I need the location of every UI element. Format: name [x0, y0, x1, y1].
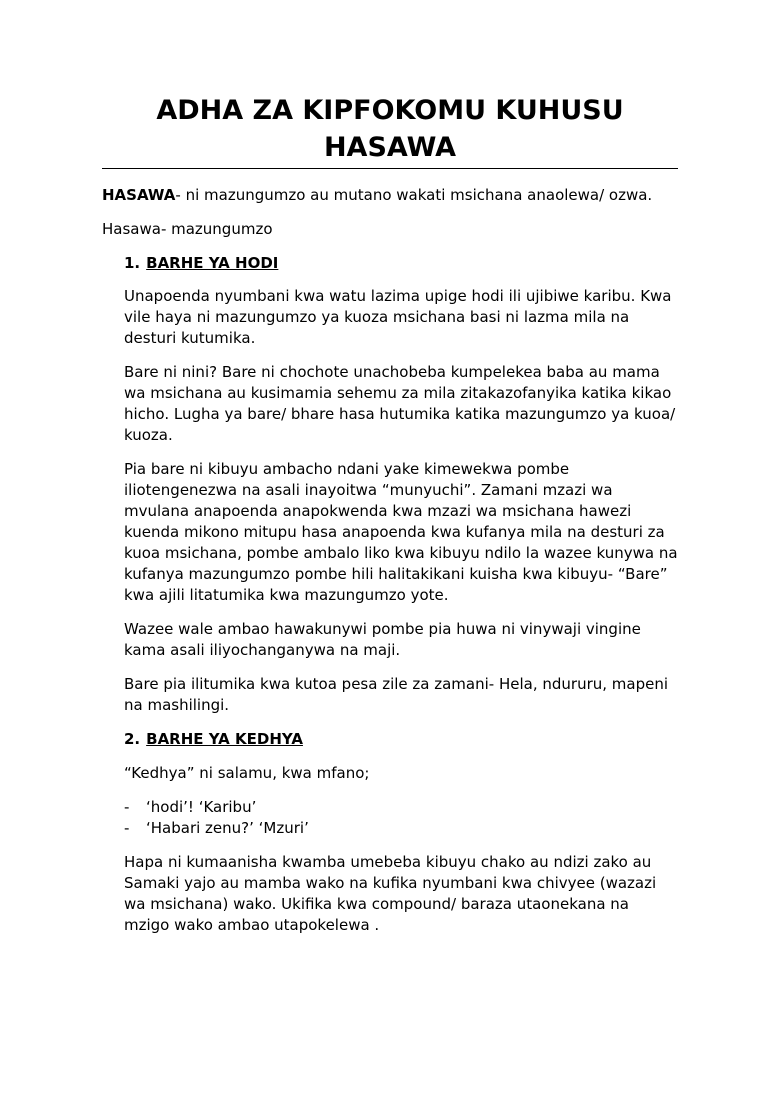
- section-2-heading: [124, 729, 678, 750]
- section-1-number: 1.: [124, 254, 141, 272]
- section-2-intro: “Kedhya” ni salamu, kwa mfano;: [124, 764, 370, 782]
- bullet-dash: -: [124, 819, 130, 837]
- document-page: [0, 92, 768, 1116]
- document-title: [102, 92, 678, 166]
- bullet-text: ‘hodi’! ‘Karibu’: [146, 798, 257, 816]
- section-1-title: BARHE YA HODI: [146, 254, 279, 272]
- section-1-paragraph-1: Unapoenda nyumbani kwa watu lazima upige hodi ili ujibiwe karibu. Kwa vile haya ni mazungumzo ya kuoza msichana basi ni lazma mila na desturi kutumika.: [124, 287, 672, 347]
- title-divider: [102, 168, 678, 169]
- bullet-text: ‘Habari zenu?’ ‘Mzuri’: [146, 819, 309, 837]
- section-2-paragraph: Hapa ni kumaanisha kwamba umebeba kibuyu chako au ndizi zako au Samaki yajo au mamba wako na kufika nyumbani kwa chivyee (wazazi wa msichana) wako. Ukifika kwa compound/ baraza utaonekana na mzigo wako ambao utapokelewa .: [124, 853, 657, 934]
- section-2-number: 2.: [124, 730, 141, 748]
- section-2-title: BARHE YA KEDHYA: [146, 730, 303, 748]
- title-line-2: HASAWA: [323, 132, 457, 163]
- bullet-dash: -: [124, 798, 130, 816]
- intro-definition: [102, 185, 678, 206]
- section-1-paragraph-5: Bare pia ilitumika kwa kutoa pesa zile za zamani- Hela, ndururu, mapeni na mashilingi.: [124, 675, 669, 714]
- intro-line-2: Hasawa- mazungumzo: [102, 220, 273, 238]
- list-item: [124, 818, 678, 839]
- section-1-paragraph-2: Bare ni nini? Bare ni chochote unachobeba kumpelekea baba au mama wa msichana au kusimamia sehemu za mila zitakazofanyika katika kikao hicho. Lugha ya bare/ bhare hasa hutumika katika mazungumzo ya kuoa/ kuoza.: [124, 363, 676, 444]
- title-line-1: ADHA ZA KIPFOKOMU KUHUSU: [156, 95, 624, 126]
- list-item: [124, 797, 678, 818]
- section-1-heading: [124, 253, 678, 274]
- section-1-paragraph-4: Wazee wale ambao hawakunywi pombe pia huwa ni vinywaji vingine kama asali iliyochanganywa na maji.: [124, 620, 641, 659]
- intro-term: HASAWA: [102, 186, 176, 204]
- section-2-bullet-list: [124, 797, 678, 839]
- section-1-paragraph-3: Pia bare ni kibuyu ambacho ndani yake kimewekwa pombe iliotengenezwa na asali inayoitwa “munyuchi”. Zamani mzazi wa mvulana anapoenda anapokwenda kwa mzazi wa msichana hawezi kuenda mikono mitupu hasa anapoenda kwa kufanya mila na desturi za kuoa msichana, pombe ambalo liko kwa kibuyu ndilo la wazee kunywa na kufanya mazungumzo pombe hili halitakikani kuisha kwa kibuyu- “Bare” kwa ajili litatumika kwa mazungumzo yote.: [124, 460, 678, 604]
- intro-definition-text: - ni mazungumzo au mutano wakati msichana anaolewa/ ozwa.: [175, 186, 653, 204]
